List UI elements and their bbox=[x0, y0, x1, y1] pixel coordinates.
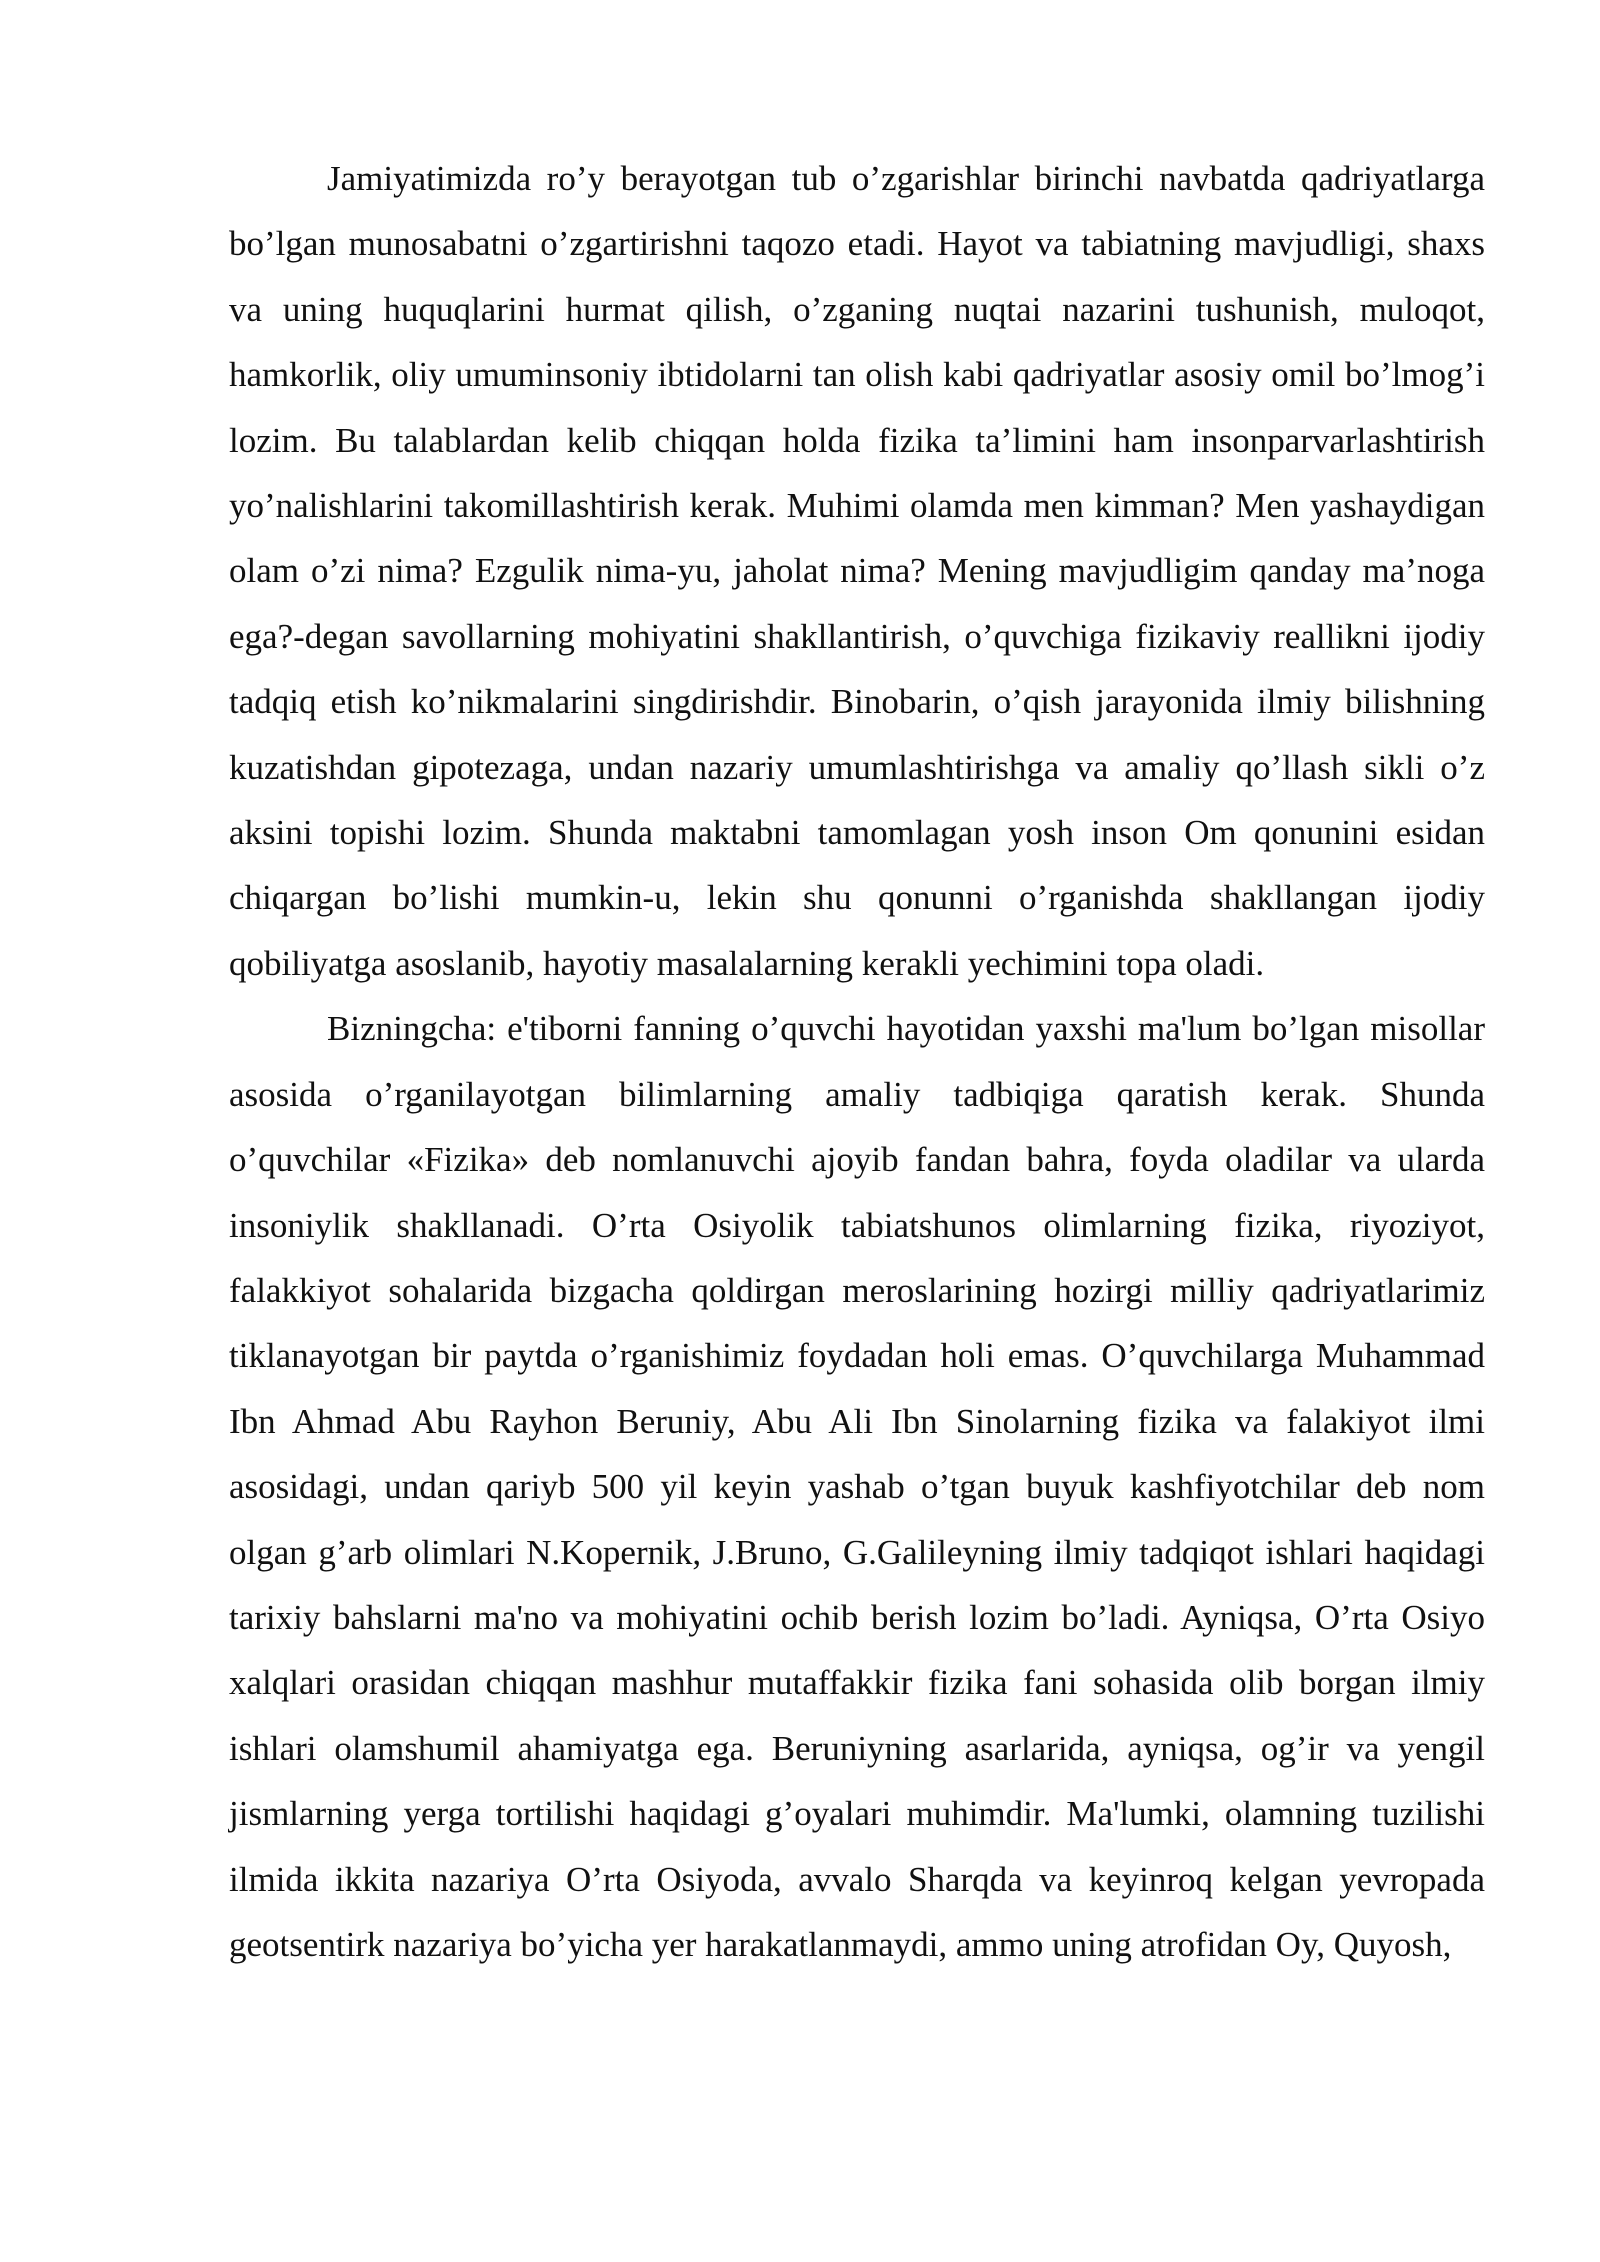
document-body bbox=[229, 146, 1485, 1977]
paragraph-1: Jamiyatimizda ro’y berayotgan tub o’zgarishlar birinchi navbatda qadriyatlarga bo’lgan munosabatni o’zgartirishni taqozo etadi. Hayot va tabiatning mavjudligi, shaxs va uning huquqlarini hurmat qilish, o’zganing nuqtai nazarini tushunish, muloqot, hamkorlik, oliy umuminsoniy ibtidolarni tan olish kabi qadriyatlar asosiy omil bo’lmog’i lozim. Bu talablardan kelib chiqqan holda fizika ta’limini ham insonparvarlashtirish yo’nalishlarini takomillashtirish kerak. Muhimi olamda men kimman? Men yashaydigan olam o’zi nima? Ezgulik nima-yu, jaholat nima? Mening mavjudligim qanday ma’noga ega?-degan savollarning mohiyatini shakllantirish, o’quvchiga fizikaviy reallikni ijodiy tadqiq etish ko’nikmalarini singdirishdir. Binobarin, o’qish jarayonida ilmiy bilishning kuzatishdan gipotezaga, undan nazariy umumlashtirishga va amaliy qo’llash sikli o’z aksini topishi lozim. Shunda maktabni tamomlagan yosh inson Om qonunini esidan chiqargan bo’lishi mumkin-u, lekin shu qonunni o’rganishda shakllangan ijodiy qobiliyatga asoslanib, hayotiy masalalarning kerakli yechimini topa oladi. bbox=[229, 159, 1485, 983]
paragraph-2: Bizningcha: e'tiborni fanning o’quvchi hayotidan yaxshi ma'lum bo’lgan misollar asosida o’rganilayotgan bilimlarning amaliy tadbiqiga qaratish kerak. Shunda o’quvchilar «Fizika» deb nomlanuvchi ajoyib fandan bahra, foyda oladilar va ularda insoniylik shakllanadi. O’rta Osiyolik tabiatshunos olimlarning fizika, riyoziyot, falakkiyot sohalarida bizgacha qoldirgan meroslarining hozirgi milliy qadriyatlarimiz tiklanayotgan bir paytda o’rganishimiz foydadan holi emas. O’quvchilarga Muhammad Ibn Ahmad Abu Rayhon Beruniy, Abu Ali Ibn Sinolarning fizika va falakiyot ilmi asosidagi, undan qariyb 500 yil keyin yashab o’tgan buyuk kashfiyotchilar deb nom olgan g’arb olimlari N.Kopernik, J.Bruno, G.Galileyning ilmiy tadqiqot ishlari haqidagi tarixiy bahslarni ma'no va mohiyatini ochib berish lozim bo’ladi. Ayniqsa, O’rta Osiyo xalqlari orasidan chiqqan mashhur mutaffakkir fizika fani sohasida olib borgan ilmiy ishlari olamshumil ahamiyatga ega. Beruniyning asarlarida, ayniqsa, og’ir va yengil jismlarning yerga tortilishi haqidagi g’oyalari muhimdir. Ma'lumki, olamning tuzilishi ilmida ikkita nazariya O’rta Osiyoda, avvalo Sharqda va keyinroq kelgan yevropada geotsentirk nazariya bo’yicha yer harakatlanmaydi, ammo uning atrofidan Oy, Quyosh, bbox=[229, 1009, 1485, 1964]
